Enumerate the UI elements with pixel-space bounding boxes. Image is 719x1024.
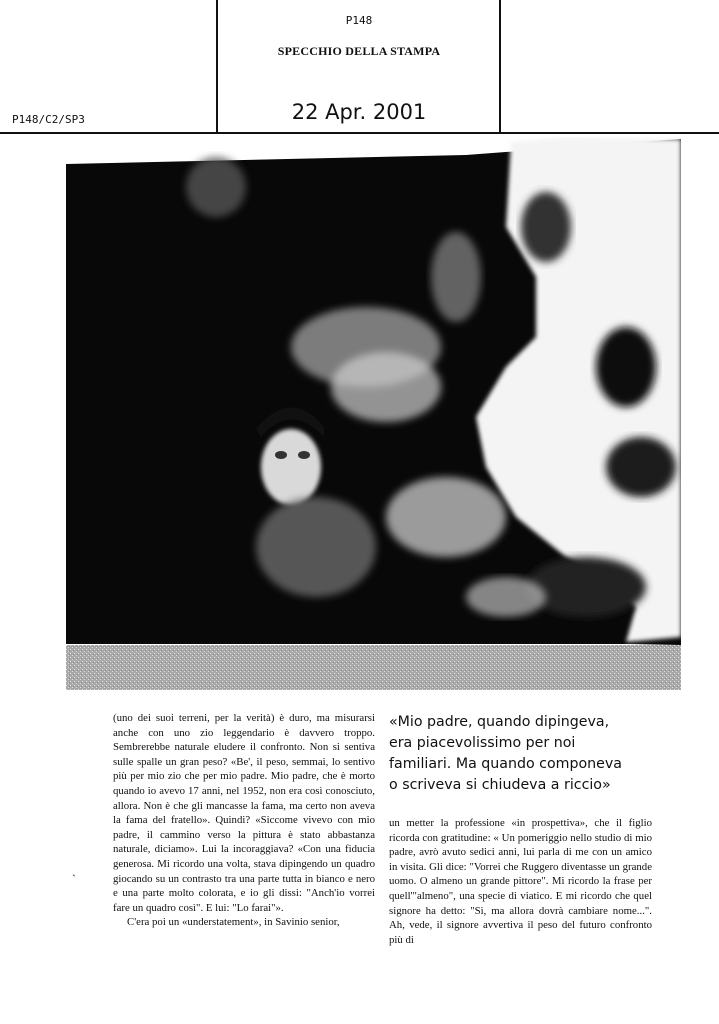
- page-code: P148: [345, 14, 373, 27]
- header-bottom-rule: [0, 132, 719, 134]
- pull-quote-line: «Mio padre, quando dipingeva,: [389, 714, 610, 730]
- publication-date: 22 Apr. 2001: [291, 100, 427, 124]
- pull-quote-line: o scriveva si chiudeva a riccio»: [389, 777, 611, 793]
- article-photo: [66, 137, 681, 690]
- photo-image-icon: [66, 137, 681, 690]
- article-column-left: [113, 711, 375, 930]
- reference-code: P148/C2/SP3: [12, 113, 85, 126]
- stray-mark: `: [72, 872, 76, 886]
- newspaper-name: SPECCHIO DELLA STAMPA: [277, 44, 441, 58]
- article-column-right: [389, 816, 652, 947]
- article-paragraph-2: C'era poi un «understatement», in Savinio senior,: [127, 916, 340, 929]
- article-paragraph-right: un metter la professione «in prospettiva», che il figlio ricorda con gratitudine: « Un pomeriggio nello studio di mio padre, avrò avuto sedici anni, lui parla di me con un amico in visita. Gli dice: "Vorrei che Ruggero diventasse un grande uomo. O almeno un grande pittore". Mi ricordo la frase per quell'"almeno", una specie di viatico. E mi ricordo che quel signore ha detto: "Sì, ma allora dovrà cambiare nome...". Ah, vede, il signore avvertiva il peso del futuro confronto più di: [389, 817, 652, 946]
- pull-quote-line: familiari. Ma quando componeva: [389, 756, 622, 772]
- pull-quote: [389, 712, 659, 796]
- pull-quote-line: era piacevolissimo per noi: [389, 735, 576, 751]
- article-paragraph-1: (uno dei suoi terreni, per la verità) è duro, ma misurarsi anche con uno zio leggendario è davvero troppo. Sembrerebbe naturale eludere il confronto. Non si sentiva sulle spalle un gran peso? «Be', il peso, semmai, lo sentivo più per mio zio che per mio padre. Mio padre, che è morto quando io avevo 17 anni, nel 1952, non era così conosciuto, allora. Non è che gli mancasse la fama, ma certo non aveva la fama del fratello». Quindi? «Siccome vivevo con mio padre, il cammino verso la pittura è stato abbastanza naturale, diciamo». Lui la incoraggiava? «Con una fiducia generosa. Mi ricordo una volta, stava dipingendo un quadro giocando su un contrasto tra una parte tutta in bianco e nero e una parte molto colorata, e io gli dissi: "Anch'io vorrei fare un quadro così". E lui: "Lo farai"».: [113, 712, 375, 914]
